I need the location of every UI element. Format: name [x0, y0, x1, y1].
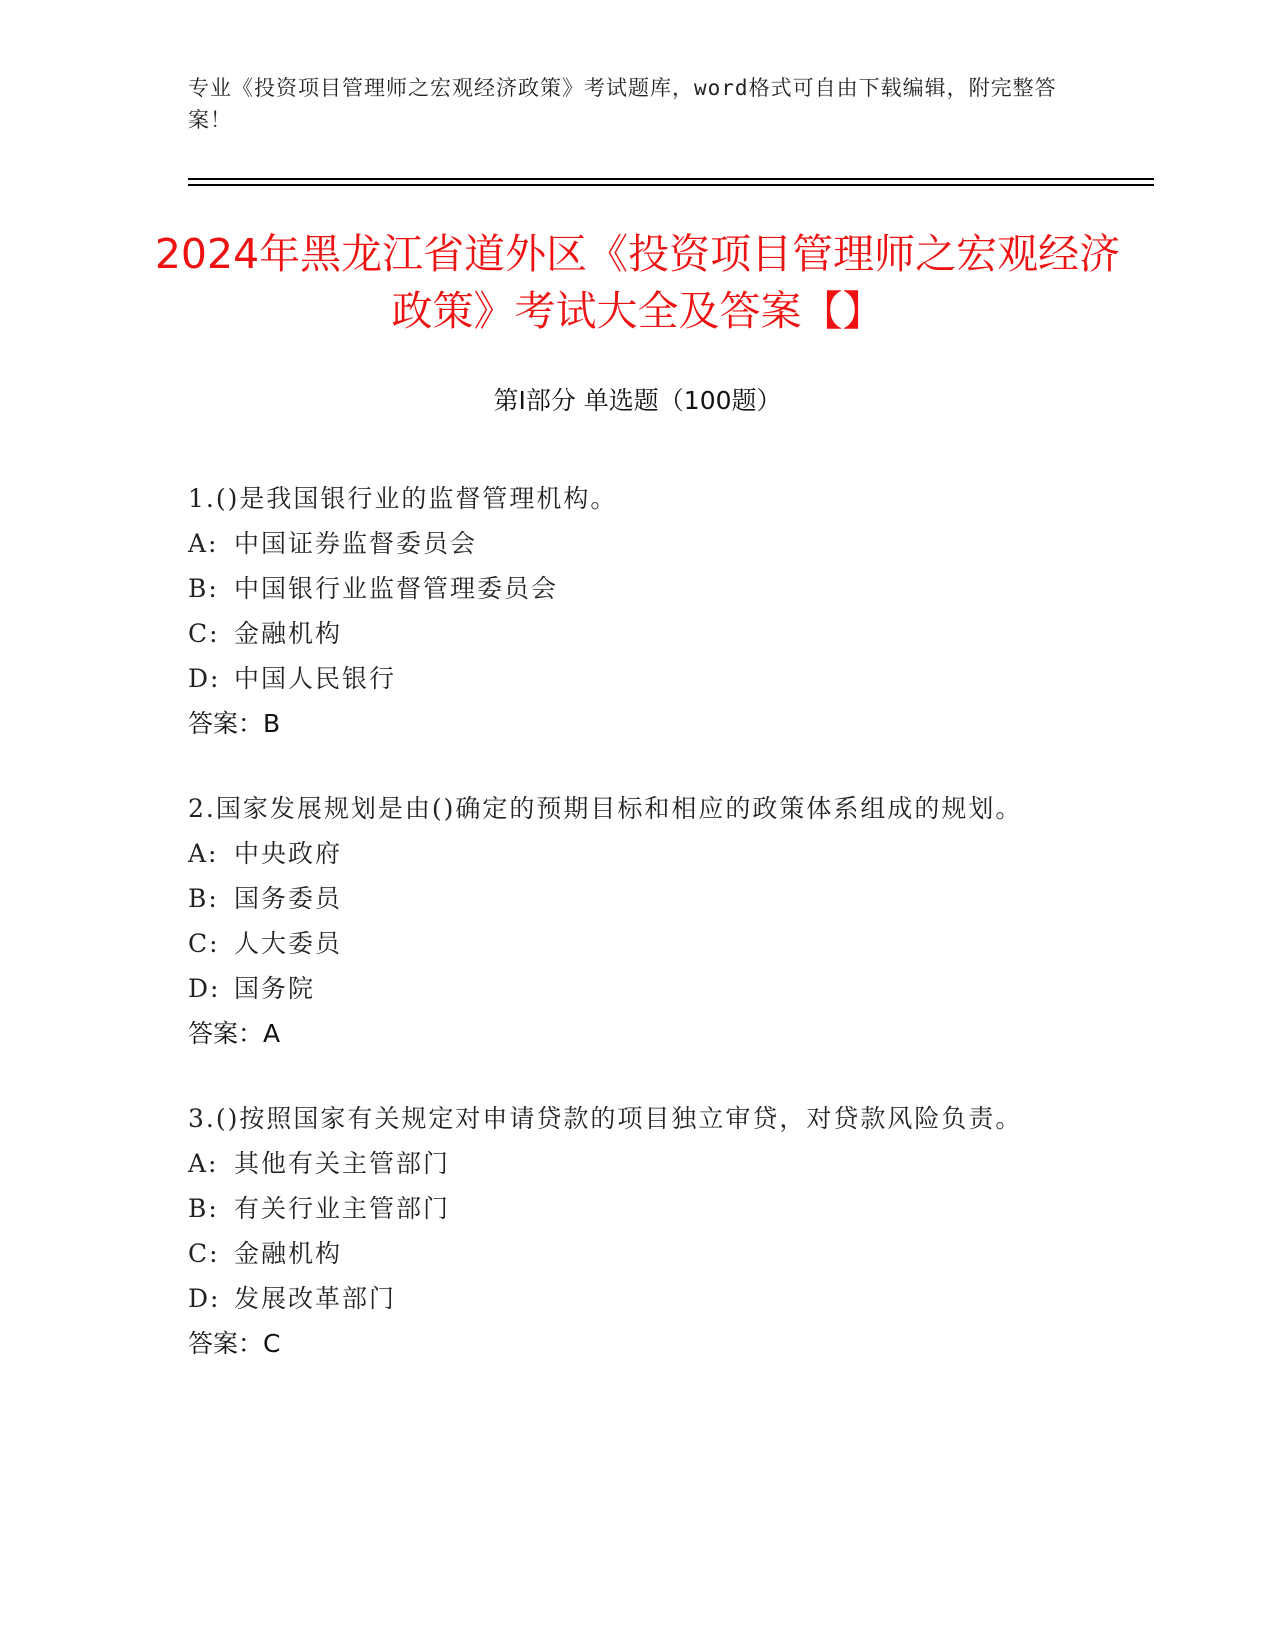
option-a — [188, 521, 1088, 566]
header-divider-top — [188, 178, 1154, 180]
option-b — [188, 566, 1088, 611]
option-letter: D: — [188, 974, 221, 1003]
option-letter: D: — [188, 664, 221, 693]
option-text: 国务院 — [234, 974, 316, 1003]
option-b — [188, 876, 1088, 921]
document-title: 2024年黑龙江省道外区《投资项目管理师之宏观经济政策》考试大全及答案【】 — [154, 230, 1121, 335]
option-d — [188, 1276, 1088, 1321]
option-letter: B: — [188, 1194, 219, 1223]
option-text: 发展改革部门 — [234, 1284, 397, 1313]
option-text: 金融机构 — [234, 1239, 343, 1268]
option-a — [188, 831, 1088, 876]
option-text: 中央政府 — [234, 839, 343, 868]
option-d — [188, 966, 1088, 1011]
answer-line: 答案：C — [188, 1329, 281, 1358]
option-text: 其他有关主管部门 — [234, 1149, 451, 1178]
answer-line: 答案：B — [188, 709, 281, 738]
option-text: 金融机构 — [234, 619, 343, 648]
option-text: 中国证券监督委员会 — [234, 529, 478, 558]
question-stem: 3.()按照国家有关规定对申请贷款的项目独立审贷，对贷款风险负责。 — [188, 1104, 1023, 1133]
option-letter: D: — [188, 1284, 221, 1313]
question-item — [188, 1096, 1088, 1366]
question-stem: 2.国家发展规划是由()确定的预期目标和相应的政策体系组成的规划。 — [188, 794, 1023, 823]
question-item — [188, 476, 1088, 746]
option-a — [188, 1141, 1088, 1186]
option-letter: A: — [188, 529, 219, 558]
option-c — [188, 611, 1088, 656]
option-text: 中国银行业监督管理委员会 — [234, 574, 559, 603]
option-letter: B: — [188, 884, 219, 913]
option-letter: A: — [188, 839, 219, 868]
question-list — [188, 476, 1088, 1406]
option-b — [188, 1186, 1088, 1231]
option-text: 国务委员 — [234, 884, 343, 913]
answer-line: 答案：A — [188, 1019, 281, 1048]
header-divider-bottom — [188, 184, 1154, 186]
question-stem: 1.()是我国银行业的监督管理机构。 — [188, 484, 618, 513]
option-text: 人大委员 — [234, 929, 343, 958]
option-text: 中国人民银行 — [234, 664, 397, 693]
option-letter: C: — [188, 1239, 220, 1268]
option-letter: B: — [188, 574, 219, 603]
option-c — [188, 921, 1088, 966]
option-letter: A: — [188, 1149, 219, 1178]
option-d — [188, 656, 1088, 701]
header-note: 专业《投资项目管理师之宏观经济政策》考试题库，word格式可自由下载编辑，附完整答案！ — [188, 76, 1057, 132]
question-item — [188, 786, 1088, 1056]
option-text: 有关行业主管部门 — [234, 1194, 451, 1223]
option-letter: C: — [188, 619, 220, 648]
section-title: 第Ⅰ部分 单选题（100题） — [493, 386, 782, 415]
option-c — [188, 1231, 1088, 1276]
option-letter: C: — [188, 929, 220, 958]
